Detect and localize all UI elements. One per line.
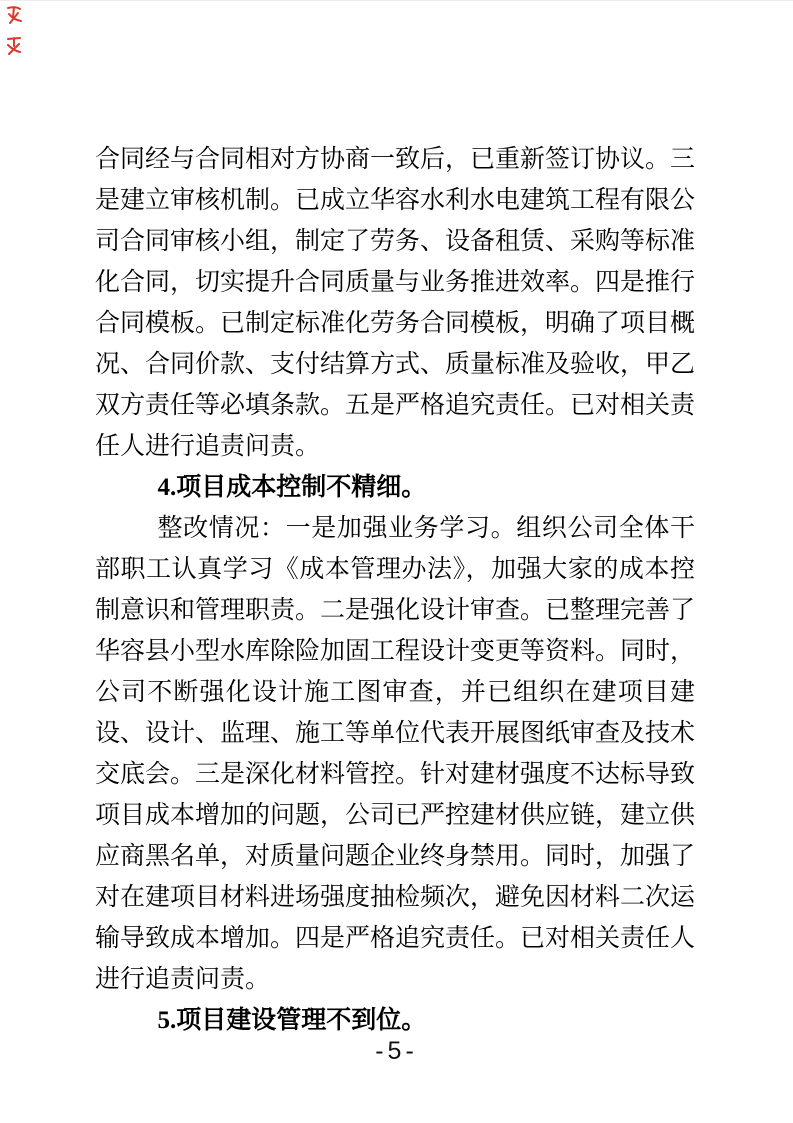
red-stamp-mark-icon [5,5,23,25]
paragraph: 合同经与合同相对方协商一致后，已重新签订协议。三是建立审核机制。已成立华容水利水电建筑工程有限公司合同审核小组，制定了劳务、设备租赁、采购等标准化合同，切实提升合同质量与业务推进效率。四是推行合同模板。已制定标准化劳务合同模板，明确了项目概况、合同价款、支付结算方式、质量标准及验收，甲乙双方责任等必填条款。五是严格追究责任。已对相关责任人进行追责问责。 [95,146,696,460]
paragraph: 整改情况：一是加强业务学习。组织公司全体干部职工认真学习《成本管理办法》，加强大家的成本控制意识和管理职责。二是强化设计审查。已整理完善了华容县小型水库除险加固工程设计变更等资料。同时，公司不断强化设计施工图审查，并已组织在建项目建设、设计、监理、施工等单位代表开展图纸审查及技术交底会。三是深化材料管控。针对建材强度不达标导致项目成本增加的问题，公司已严控建材供应链，建立供应商黑名单，对质量问题企业终身禁用。同时，加强了对在建项目材料进场强度抽检频次，避免因材料二次运输导致成本增加。四是严格追究责任。已对相关责任人进行追责问责。 [95,515,696,993]
page-number: -5- [375,1037,418,1065]
red-stamp-mark-icon [5,35,23,55]
paragraph: 5.项目建设管理不到位。 [157,1007,427,1034]
red-annotation-marks [5,5,27,55]
paragraph: 4.项目成本控制不精细。 [157,474,427,501]
document-text-block [95,139,695,1041]
